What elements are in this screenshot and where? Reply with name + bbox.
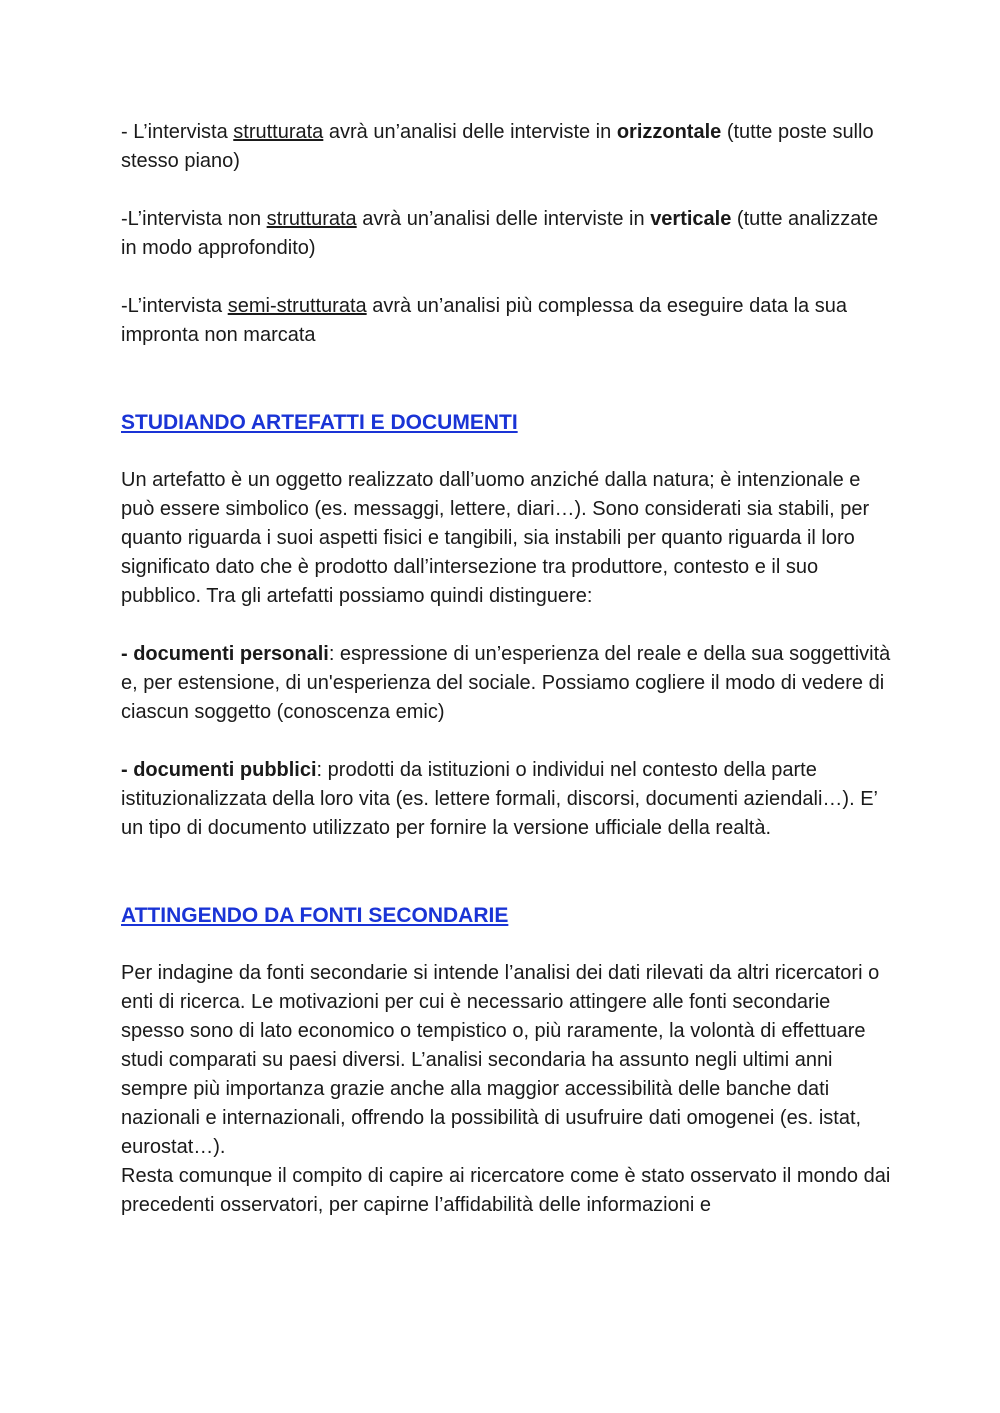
text-run: -L’intervista non	[121, 208, 267, 230]
bold-term: verticale	[650, 208, 732, 230]
text-run: avrà un’analisi più complessa da eseguire data la sua impronta non marcata	[121, 295, 847, 346]
underlined-term: semi-strutturata	[227, 295, 367, 317]
text-run: : prodotti da istituzioni o individui nel contesto della parte istituzionalizzata della loro vita (es. lettere formali, discorsi, documenti aziendali…). E’ un tipo di documento utilizzato per fornire la versione ufficiale della realtà.	[121, 759, 878, 839]
interview-semistructured-paragraph	[121, 292, 891, 350]
bold-term: - documenti pubblici	[121, 759, 317, 781]
text-run: - L’intervista	[121, 121, 234, 143]
underlined-term: strutturata	[233, 121, 324, 143]
document-page	[121, 118, 891, 1220]
interview-structured-paragraph	[121, 118, 891, 176]
underlined-term: strutturata	[266, 208, 357, 230]
text-run: (tutte poste sullo stesso piano)	[121, 121, 874, 172]
bold-term: orizzontale	[616, 121, 722, 143]
fonti-secondarie-paragraph: Per indagine da fonti secondarie si intende l’analisi dei dati rilevati da altri ricercatori o enti di ricerca. Le motivazioni per cui è necessario attingere alle fonti secondarie spesso sono di lato economico o tempistico o, più raramente, la volontà di effettuare studi comparati su paesi diversi. L’analisi secondaria ha assunto negli ultimi anni sempre più importanza grazie anche alla maggior accessibilità delle banche dati nazionali e internazionali, offrendo la possibilità di usufruire dati omogenei (es. istat, eurostat…).	[121, 962, 880, 1158]
text-run: : espressione di un’esperienza del reale e della sua soggettività e, per estensione, di un'esperienza del sociale. Possiamo cogliere il modo di vedere di ciascun soggetto (conoscenza emic)	[121, 643, 891, 723]
fonti-secondarie-continuation: Resta comunque il compito di capire ai ricercatore come è stato osservato il mondo dai precedenti osservatori, per capirne l’affidabilità delle informazioni e	[121, 1165, 891, 1216]
section-heading-fonti-secondarie[interactable]: ATTINGENDO DA FONTI SECONDARIE	[121, 904, 509, 927]
text-run: avrà un’analisi delle interviste in	[356, 208, 651, 230]
text-run: avrà un’analisi delle interviste in	[323, 121, 617, 143]
interview-unstructured-paragraph	[121, 205, 891, 263]
documenti-personali-paragraph	[121, 640, 891, 727]
text-run: (tutte analizzate in modo approfondito)	[121, 208, 879, 259]
section-heading-artefatti[interactable]: STUDIANDO ARTEFATTI E DOCUMENTI	[121, 411, 518, 434]
artefatti-intro-paragraph: Un artefatto è un oggetto realizzato dall’uomo anziché dalla natura; è intenzionale e può essere simbolico (es. messaggi, lettere, diari…). Sono considerati sia stabili, per quanto riguarda i suoi aspetti fisici e tangibili, sia instabili per quanto riguarda il loro significato dato che è prodotto dall’intersezione tra produttore, contesto e il suo pubblico. Tra gli artefatti possiamo quindi distinguere:	[121, 469, 870, 607]
documenti-pubblici-paragraph	[121, 756, 891, 843]
text-run: -L’intervista	[121, 295, 228, 317]
bold-term: - documenti personali	[121, 643, 329, 665]
